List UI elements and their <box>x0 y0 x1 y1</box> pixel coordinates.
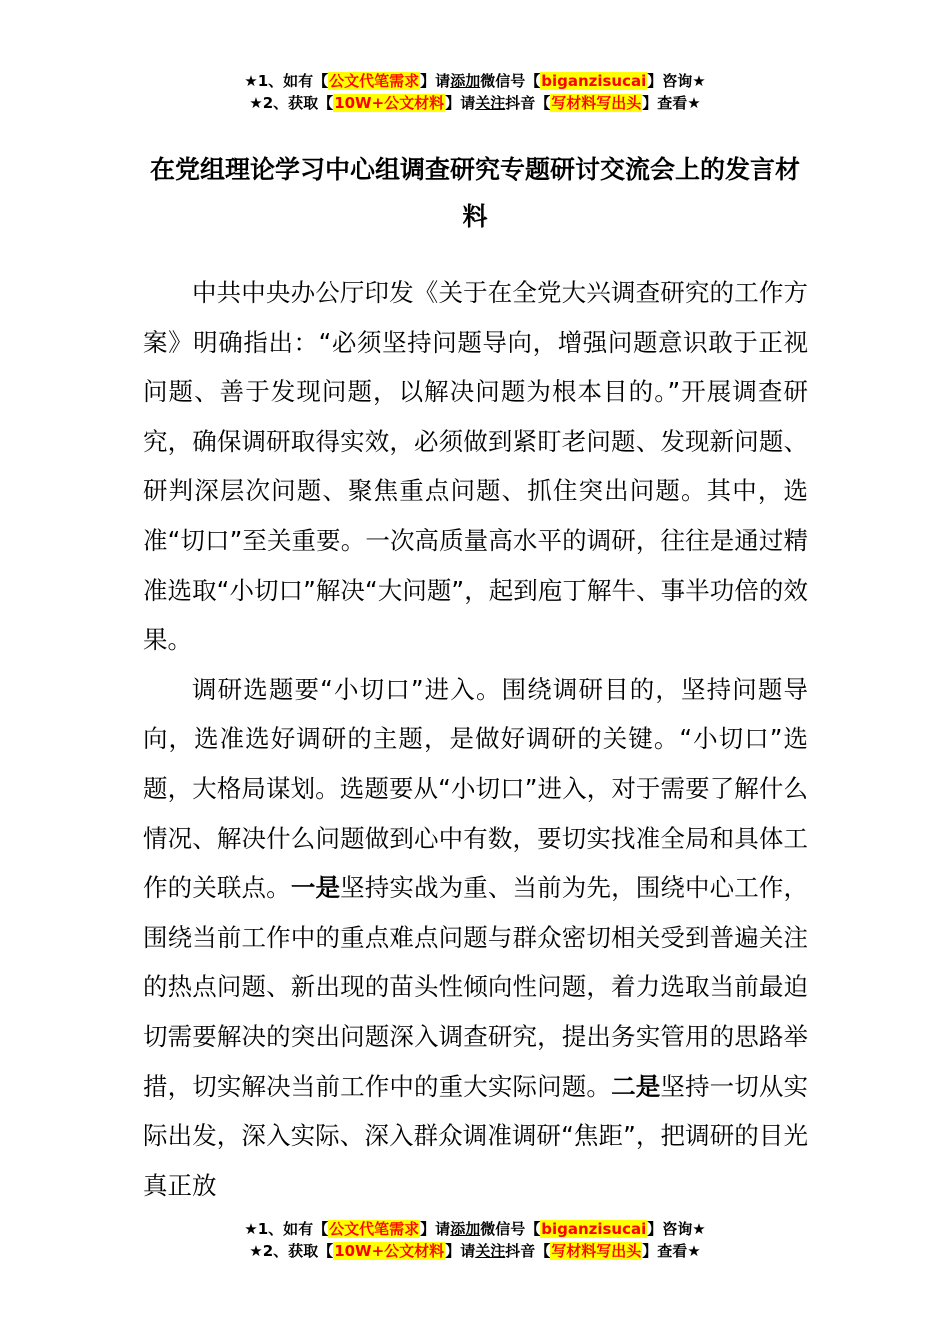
promo-text: 抖音【 <box>505 94 551 112</box>
promo-highlight: biganzisucai <box>541 1220 647 1238</box>
paragraph-text: 坚持实战为重、当前为先，围绕中心工作，围绕当前工作中的重点难点问题与群众密切相关受到普遍关注的热点问题、新出现的苗头性倾向性问题，着力选取当前最迫切需要解决的突出问题深入调查研究，提出务实管用的思路举措，切实解决当前工作中的重大实际问题。 <box>143 873 809 1101</box>
promo-text: ★1、如有【 <box>244 1220 329 1238</box>
header-promo-banner <box>0 70 950 114</box>
promo-line-1 <box>0 70 950 92</box>
promo-text: ★2、获取【 <box>249 94 334 112</box>
promo-text: 】咨询★ <box>647 72 706 90</box>
promo-text: 】请 <box>445 1242 476 1260</box>
promo-text: ★2、获取【 <box>249 1242 334 1260</box>
promo-text: 】查看★ <box>642 1242 701 1260</box>
paragraph-text: 坚持一切从实际出发，深入实际、深入群众调准调研“焦距”，把调研的目光真正放 <box>143 1071 809 1200</box>
promo-text: 微信号【 <box>480 72 541 90</box>
promo-highlight: 10W+公文材料 <box>334 1242 445 1260</box>
paragraph-emphasis: 二是 <box>611 1071 661 1101</box>
promo-highlight: 公文代笔需求 <box>329 1220 420 1238</box>
paragraph-text: 调研选题要“小切口”进入。围绕调研目的，坚持问题导向，选准选好调研的主题，是做好调研的关键。“小切口”选题，大格局谋划。选题要从“小切口”进入，对于需要了解什么情况、解决什么问题做到心中有数，要切实找准全局和具体工作的关联点。 <box>143 674 808 903</box>
promo-text: 抖音【 <box>505 1242 551 1260</box>
promo-text: 微信号【 <box>480 1220 541 1238</box>
document-title: 在党组理论学习中心组调查研究专题研讨交流会上的发言材料 <box>149 155 800 231</box>
promo-underline: 添加 <box>450 72 481 90</box>
promo-text: 】查看★ <box>642 94 701 112</box>
promo-text: 】请 <box>445 94 476 112</box>
promo-line-2 <box>0 92 950 114</box>
promo-highlight: biganzisucai <box>541 72 647 90</box>
promo-line-1 <box>0 1218 950 1240</box>
promo-highlight: 写材料写出头 <box>551 1242 642 1260</box>
promo-underline: 关注 <box>475 1242 506 1260</box>
promo-highlight: 写材料写出头 <box>551 94 642 112</box>
paragraph <box>143 665 808 1211</box>
promo-underline: 关注 <box>475 94 506 112</box>
paragraph: 中共中央办公厅印发《关于在全党大兴调查研究的工作方案》明确指出：“必须坚持问题导向，增强问题意识敢于正视问题、善于发现问题，以解决问题为根本目的。”开展调查研究，确保调研取得实效，必须做到紧盯老问题、发现新问题、研判深层次问题、聚焦重点问题、抓住突出问题。其中，选准“切口”至关重要。一次高质量高水平的调研，往往是通过精准选取“小切口”解决“大问题”，起到庖丁解牛、事半功倍的效果。 <box>143 278 808 655</box>
promo-underline: 添加 <box>450 1220 481 1238</box>
promo-text: ★1、如有【 <box>244 72 329 90</box>
promo-text: 】请 <box>420 72 451 90</box>
promo-text: 】咨询★ <box>647 1220 706 1238</box>
promo-highlight: 公文代笔需求 <box>329 72 420 90</box>
paragraph-emphasis: 一是 <box>290 873 341 903</box>
promo-highlight: 10W+公文材料 <box>334 94 445 112</box>
document-body <box>143 268 808 1210</box>
promo-text: 】请 <box>420 1220 451 1238</box>
promo-line-2 <box>0 1240 950 1262</box>
footer-promo-banner <box>0 1218 950 1262</box>
